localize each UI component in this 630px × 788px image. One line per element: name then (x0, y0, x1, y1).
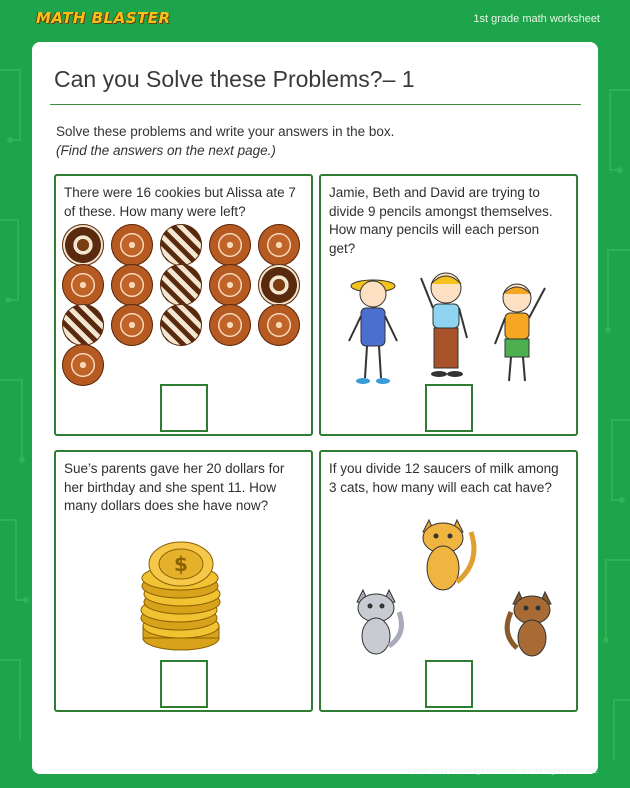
cat-figure-2 (357, 590, 401, 654)
problem-card-1 (54, 174, 313, 436)
cookie-icon (111, 304, 153, 346)
problem-card-4 (319, 450, 578, 712)
cats-illustration (341, 512, 561, 662)
grade-label: 1st grade math worksheet (473, 13, 600, 25)
problem-card-2 (319, 174, 578, 436)
svg-text:$: $ (174, 552, 188, 576)
math-blaster-logo: MATH BLASTER (36, 9, 171, 27)
cat-figure-1 (423, 520, 474, 590)
girl-figure (349, 280, 397, 384)
cookie-icon (160, 304, 202, 346)
cookie-icon (160, 264, 202, 306)
children-illustration (341, 266, 561, 391)
gold-coins-illustration (136, 538, 226, 658)
problem-question: Jamie, Beth and David are trying to divide 9 pencils amongst themselves. How many pencils will each person get? (329, 185, 553, 256)
answer-box[interactable] (160, 660, 208, 708)
cookie-icon (258, 224, 300, 266)
instruction-note: (Find the answers on the next page.) (56, 143, 276, 158)
cookie-icon (258, 264, 300, 306)
title-divider (50, 104, 581, 105)
copyright: © 2007-2012 Knowledge Adventure, Inc. All Rights Reserved. (407, 768, 598, 775)
answer-box[interactable] (425, 384, 473, 432)
instruction-text: Solve these problems and write your answers in the box. (56, 124, 395, 139)
instructions (56, 122, 394, 160)
cookie-icon (62, 344, 104, 386)
problem-question: There were 16 cookies but Alissa ate 7 of these. How many were left? (64, 185, 296, 219)
cookie-icon (209, 304, 251, 346)
cookie-icon (62, 264, 104, 306)
cookie-icon (209, 224, 251, 266)
cookie-icon (258, 304, 300, 346)
answer-box[interactable] (160, 384, 208, 432)
cookie-icon (209, 264, 251, 306)
answer-box[interactable] (425, 660, 473, 708)
problem-question: If you divide 12 saucers of milk among 3 cats, how many will each cat have? (329, 461, 559, 495)
boy-figure-1 (421, 273, 467, 377)
page-title: Can you Solve these Problems?– 1 (54, 66, 415, 92)
cookie-icon (111, 224, 153, 266)
problem-card-3 (54, 450, 313, 712)
cookie-icon (62, 224, 104, 266)
cookie-icon (111, 264, 153, 306)
boy-figure-2 (495, 284, 545, 381)
cookie-icon (160, 224, 202, 266)
cookie-icon (62, 304, 104, 346)
cat-figure-3 (507, 592, 551, 656)
worksheet-sheet (32, 42, 598, 774)
problem-question: Sue’s parents gave her 20 dollars for her birthday and she spent 11. How many dollars does she have now? (64, 461, 285, 513)
